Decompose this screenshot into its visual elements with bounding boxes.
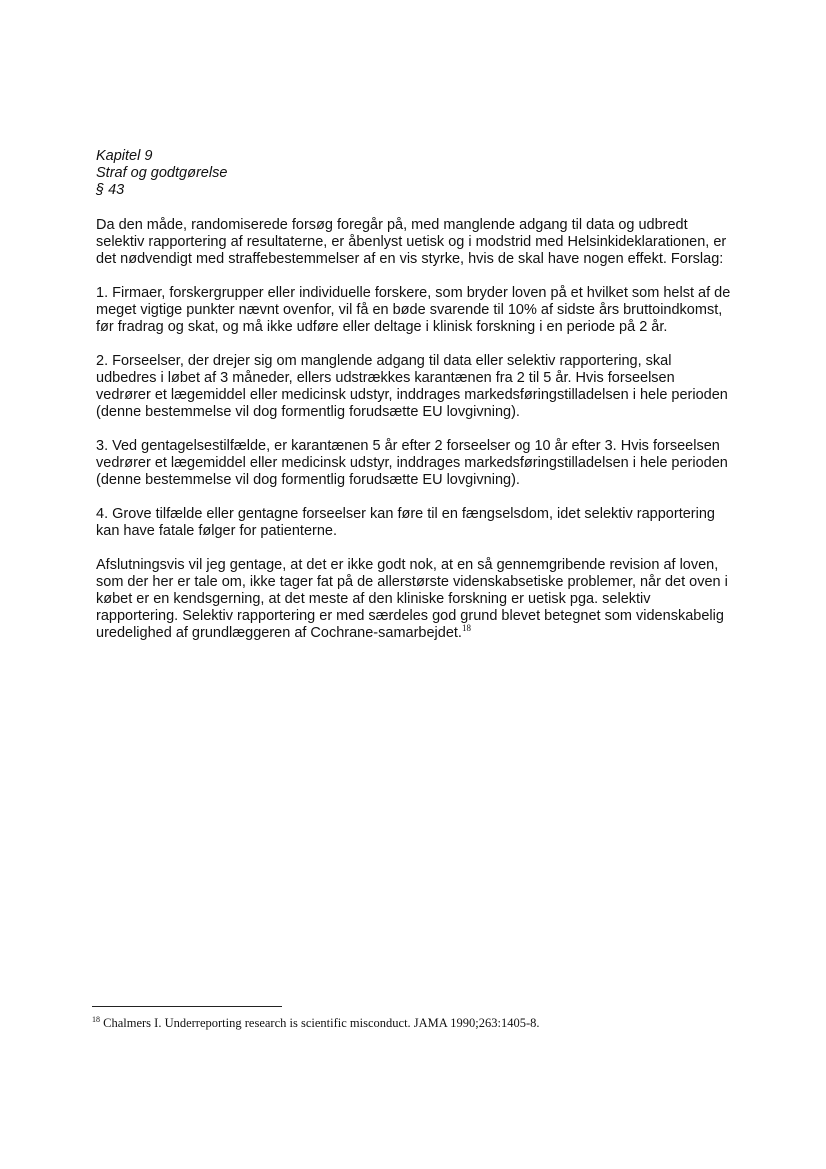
text-line: meget vigtige punkter nævnt ovenfor, vil få en bøde svarende til 10% af sidste års bruttoindkomst, <box>96 302 723 318</box>
footnote-reference[interactable]: 18 <box>461 623 471 634</box>
text-line: vedrører et lægemiddel eller medicinsk udstyr, inddrages markedsføringstilladelsen i hele perioden <box>96 387 728 403</box>
paragraph-proposal-4 <box>96 506 736 540</box>
text-line: kan have fatale følger for patienterne. <box>96 523 338 539</box>
text-line: Da den måde, randomiserede forsøg foregår på, med manglende adgang til data og udbredt <box>96 217 688 233</box>
paragraph-proposal-3 <box>96 438 736 489</box>
chapter-heading <box>96 148 227 199</box>
text-line: som der her er tale om, ikke tager fat på de allerstørste videnskabsetiske problemer, når det oven i <box>96 574 728 590</box>
text-line: købet er en kendsgerning, at det meste af den kliniske forskning er uetisk pga. selektiv <box>96 591 651 607</box>
footnote-text: Chalmers I. Underreporting research is scientific misconduct. JAMA 1990;263:1405-8. <box>103 1016 540 1030</box>
text-line: 4. Grove tilfælde eller gentagne forseelser kan føre til en fængselsdom, idet selektiv rapportering <box>96 506 715 522</box>
section-number: § 43 <box>96 182 125 198</box>
footnote-number: 18 <box>92 1014 100 1024</box>
text-line: Afslutningsvis vil jeg gentage, at det er ikke godt nok, at en så gennemgribende revision af loven, <box>96 557 719 573</box>
chapter-label: Kapitel 9 <box>96 148 153 164</box>
text-line: 2. Forseelser, der drejer sig om manglende adgang til data eller selektiv rapportering, skal <box>96 353 672 369</box>
text-line: vedrører et lægemiddel eller medicinsk udstyr, inddrages markedsføringstilladelsen i hele perioden <box>96 455 728 471</box>
paragraph-intro <box>96 217 736 268</box>
paragraph-conclusion <box>96 557 736 642</box>
text-line-with-footnote <box>96 625 736 642</box>
text-line: det nødvendigt med straffebestemmelser af en vis styrke, hvis de skal have nogen effekt. Forslag: <box>96 251 724 267</box>
text-line: (denne bestemmelse vil dog formentlig forudsætte EU lovgivning). <box>96 472 520 488</box>
paragraph-proposal-2 <box>96 353 736 421</box>
body-text <box>96 217 736 659</box>
text-line: 3. Ved gentagelsestilfælde, er karantænen 5 år efter 2 forseelser og 10 år efter 3. Hvis forseelsen <box>96 438 720 454</box>
footnote-separator <box>92 1006 282 1007</box>
footnote <box>92 1015 540 1031</box>
text-line: selektiv rapportering af resultaterne, er åbenlyst uetisk og i modstrid med Helsinkideklarationen, er <box>96 234 727 250</box>
text-line: (denne bestemmelse vil dog formentlig forudsætte EU lovgivning). <box>96 404 520 420</box>
text-line: udbedres i løbet af 3 måneder, ellers udstrækkes karantænen fra 2 til 5 år. Hvis forseelsen <box>96 370 675 386</box>
text-line: uredelighed af grundlæggeren af Cochrane-samarbejdet. <box>96 625 462 641</box>
text-line: rapportering. Selektiv rapportering er med særdeles god grund blevet betegnet som videnskabelig <box>96 608 724 624</box>
text-line: 1. Firmaer, forskergrupper eller individuelle forskere, som bryder loven på et hvilket som helst af de <box>96 285 731 301</box>
text-line: før fradrag og skat, og må ikke udføre eller deltage i klinisk forskning i en periode på 2 år. <box>96 319 668 335</box>
paragraph-proposal-1 <box>96 285 736 336</box>
chapter-title: Straf og godtgørelse <box>96 165 228 181</box>
